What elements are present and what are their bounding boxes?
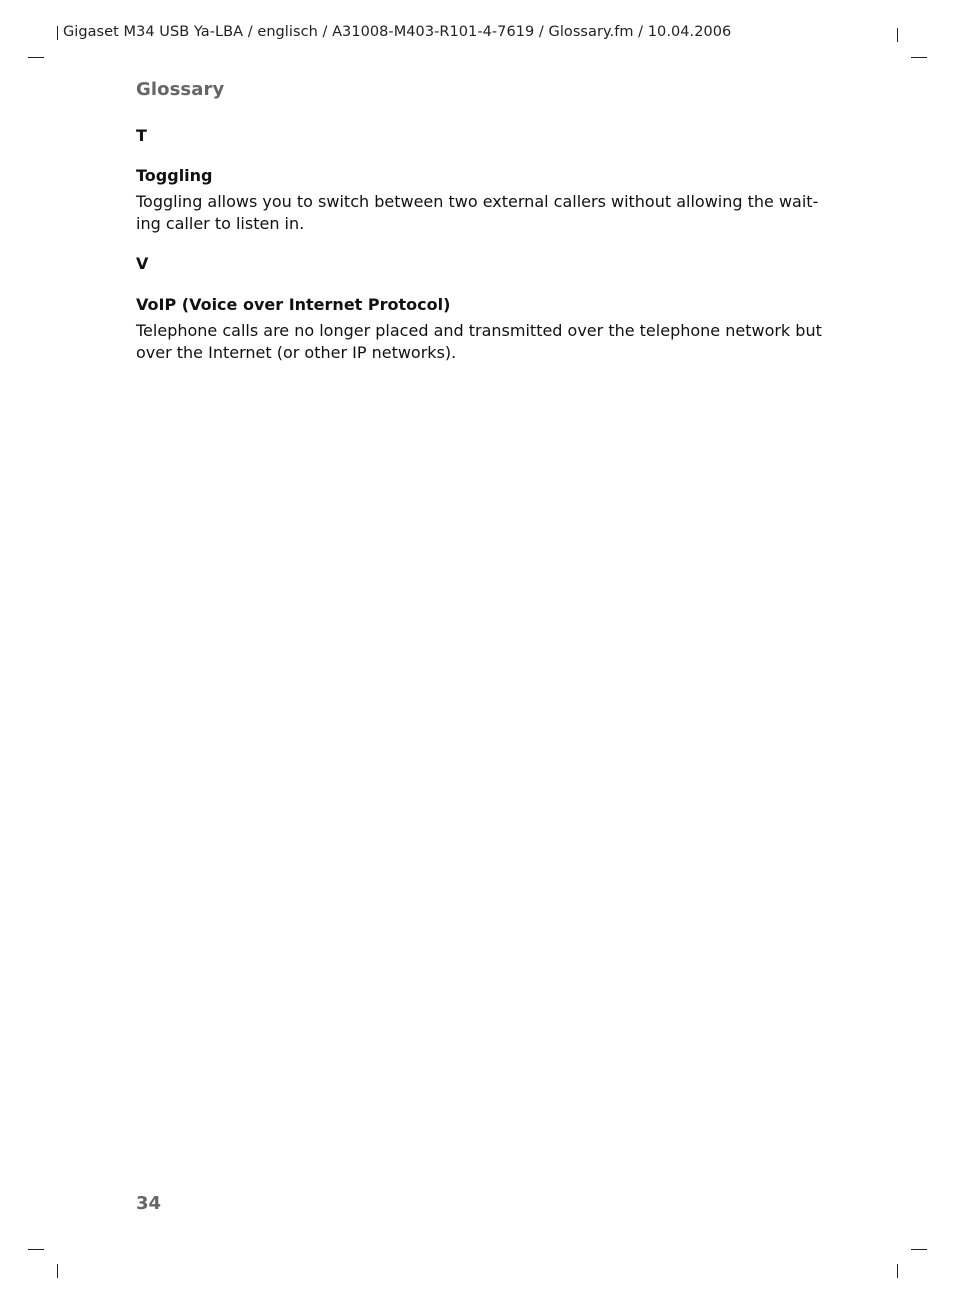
section-letter-v: V xyxy=(136,254,149,273)
crop-mark-bottom-left-vertical xyxy=(57,1264,58,1278)
definition-line: over the Internet (or other IP networks). xyxy=(136,343,457,362)
header-bar xyxy=(57,26,58,40)
glossary-definition xyxy=(136,320,826,364)
crop-mark-top-right-vertical xyxy=(897,28,898,42)
glossary-term: Toggling xyxy=(136,166,213,185)
section-letter-t: T xyxy=(136,126,147,145)
glossary-definition xyxy=(136,191,826,235)
running-head: Glossary xyxy=(136,79,225,100)
definition-line: ing caller to listen in. xyxy=(136,214,305,233)
definition-line: Telephone calls are no longer placed and transmitted over the telephone network but xyxy=(136,321,822,340)
crop-mark-bottom-right xyxy=(911,1249,927,1250)
header-file-info: Gigaset M34 USB Ya-LBA / englisch / A31008-M403-R101-4-7619 / Glossary.fm / 10.04.2006 xyxy=(63,24,732,40)
crop-mark-top-left xyxy=(28,57,44,58)
page-number: 34 xyxy=(136,1193,162,1214)
crop-mark-bottom-left xyxy=(28,1249,44,1250)
crop-mark-top-right xyxy=(911,57,927,58)
definition-line: Toggling allows you to switch between two external callers without allowing the wait- xyxy=(136,192,819,211)
crop-mark-bottom-right-vertical xyxy=(897,1264,898,1278)
glossary-term: VoIP (Voice over Internet Protocol) xyxy=(136,295,451,314)
